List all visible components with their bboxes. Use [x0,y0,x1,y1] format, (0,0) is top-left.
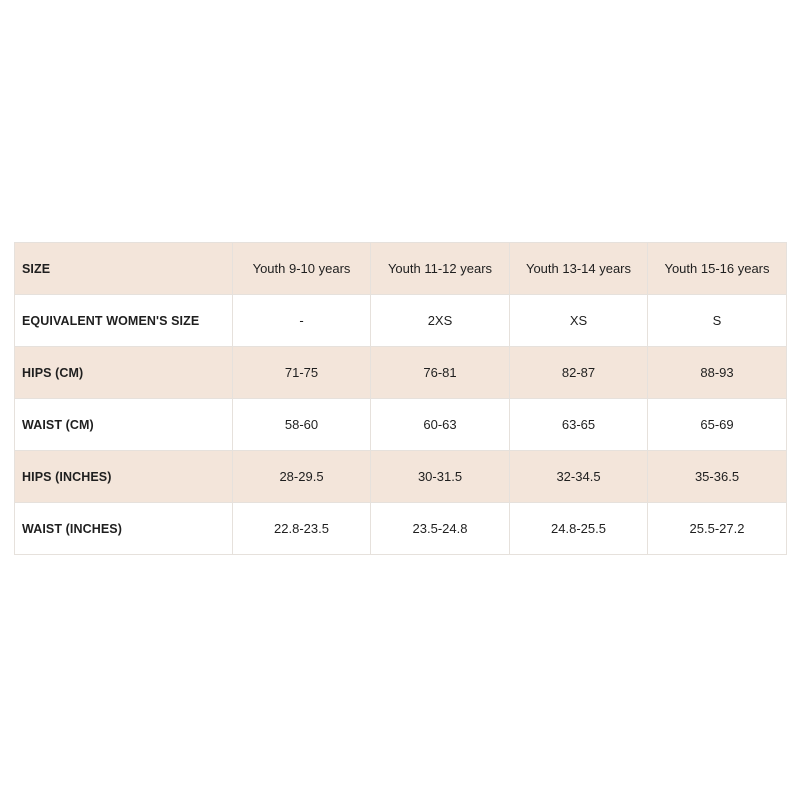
row-label: WAIST (CM) [15,399,233,451]
column-header: Youth 13-14 years [510,243,648,295]
table-cell: 30-31.5 [371,451,510,503]
table-cell: S [648,295,787,347]
header-row [15,243,787,295]
table-cell: 71-75 [233,347,371,399]
table-cell: 65-69 [648,399,787,451]
table-row [15,347,787,399]
table-row [15,451,787,503]
table-cell: 23.5-24.8 [371,503,510,555]
column-header: Youth 15-16 years [648,243,787,295]
table-cell: 35-36.5 [648,451,787,503]
table-cell: 63-65 [510,399,648,451]
size-chart-table [14,242,787,555]
table-row [15,503,787,555]
header-label: SIZE [15,243,233,295]
table-cell: 25.5-27.2 [648,503,787,555]
table-cell: 76-81 [371,347,510,399]
table-cell: 24.8-25.5 [510,503,648,555]
table-row [15,399,787,451]
table-cell: 88-93 [648,347,787,399]
table-row [15,295,787,347]
row-label: EQUIVALENT WOMEN'S SIZE [15,295,233,347]
table-cell: 2XS [371,295,510,347]
table-cell: 32-34.5 [510,451,648,503]
table-cell: 60-63 [371,399,510,451]
column-header: Youth 9-10 years [233,243,371,295]
row-label: WAIST (INCHES) [15,503,233,555]
column-header: Youth 11-12 years [371,243,510,295]
table-cell: - [233,295,371,347]
table-cell: 58-60 [233,399,371,451]
row-label: HIPS (INCHES) [15,451,233,503]
table-cell: 28-29.5 [233,451,371,503]
table-cell: 82-87 [510,347,648,399]
row-label: HIPS (CM) [15,347,233,399]
table-cell: XS [510,295,648,347]
table-cell: 22.8-23.5 [233,503,371,555]
